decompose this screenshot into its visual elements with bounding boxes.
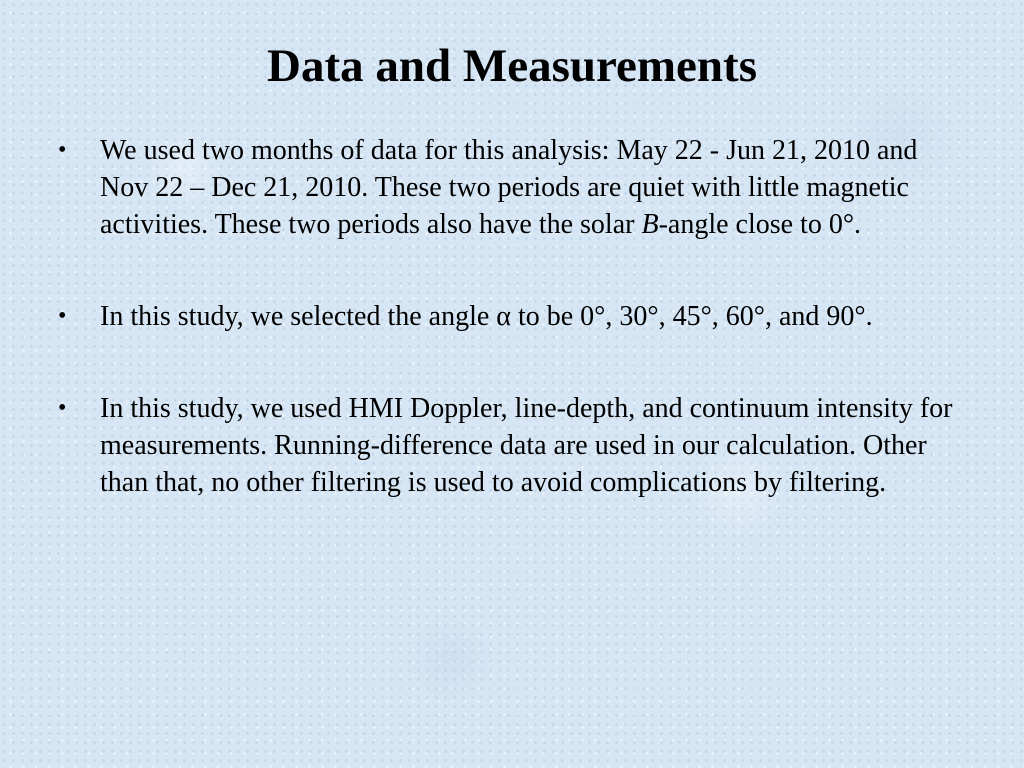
b-angle-symbol: B [641, 209, 659, 240]
bullet-item-data-period [58, 132, 963, 243]
bullet-item-measurements [58, 390, 963, 501]
bullet-text: In this study, we used HMI Doppler, line-depth, and continuum intensity for measurements. Running-difference data are used in our calculation. Other than that, no other filtering is used to avoid complications by filtering. [100, 393, 953, 498]
bullet-list [58, 132, 963, 556]
bullet-text-part: -angle close to 0°. [658, 209, 862, 240]
bullet-text-part: We used two months of data for this analysis: May 22 - Jun 21, 2010 and Nov 22 – Dec 21, 2010. These two periods are quiet with little magnetic activities. These two periods also have the solar [100, 135, 918, 240]
bullet-dot-icon: • [58, 395, 67, 421]
slide-title: Data and Measurements [267, 40, 757, 92]
bullet-dot-icon: • [58, 137, 67, 163]
bullet-text: In this study, we selected the angle α to be 0°, 30°, 45°, 60°, and 90°. [100, 301, 873, 332]
bullet-item-angles [58, 298, 963, 335]
bullet-dot-icon: • [58, 303, 67, 329]
